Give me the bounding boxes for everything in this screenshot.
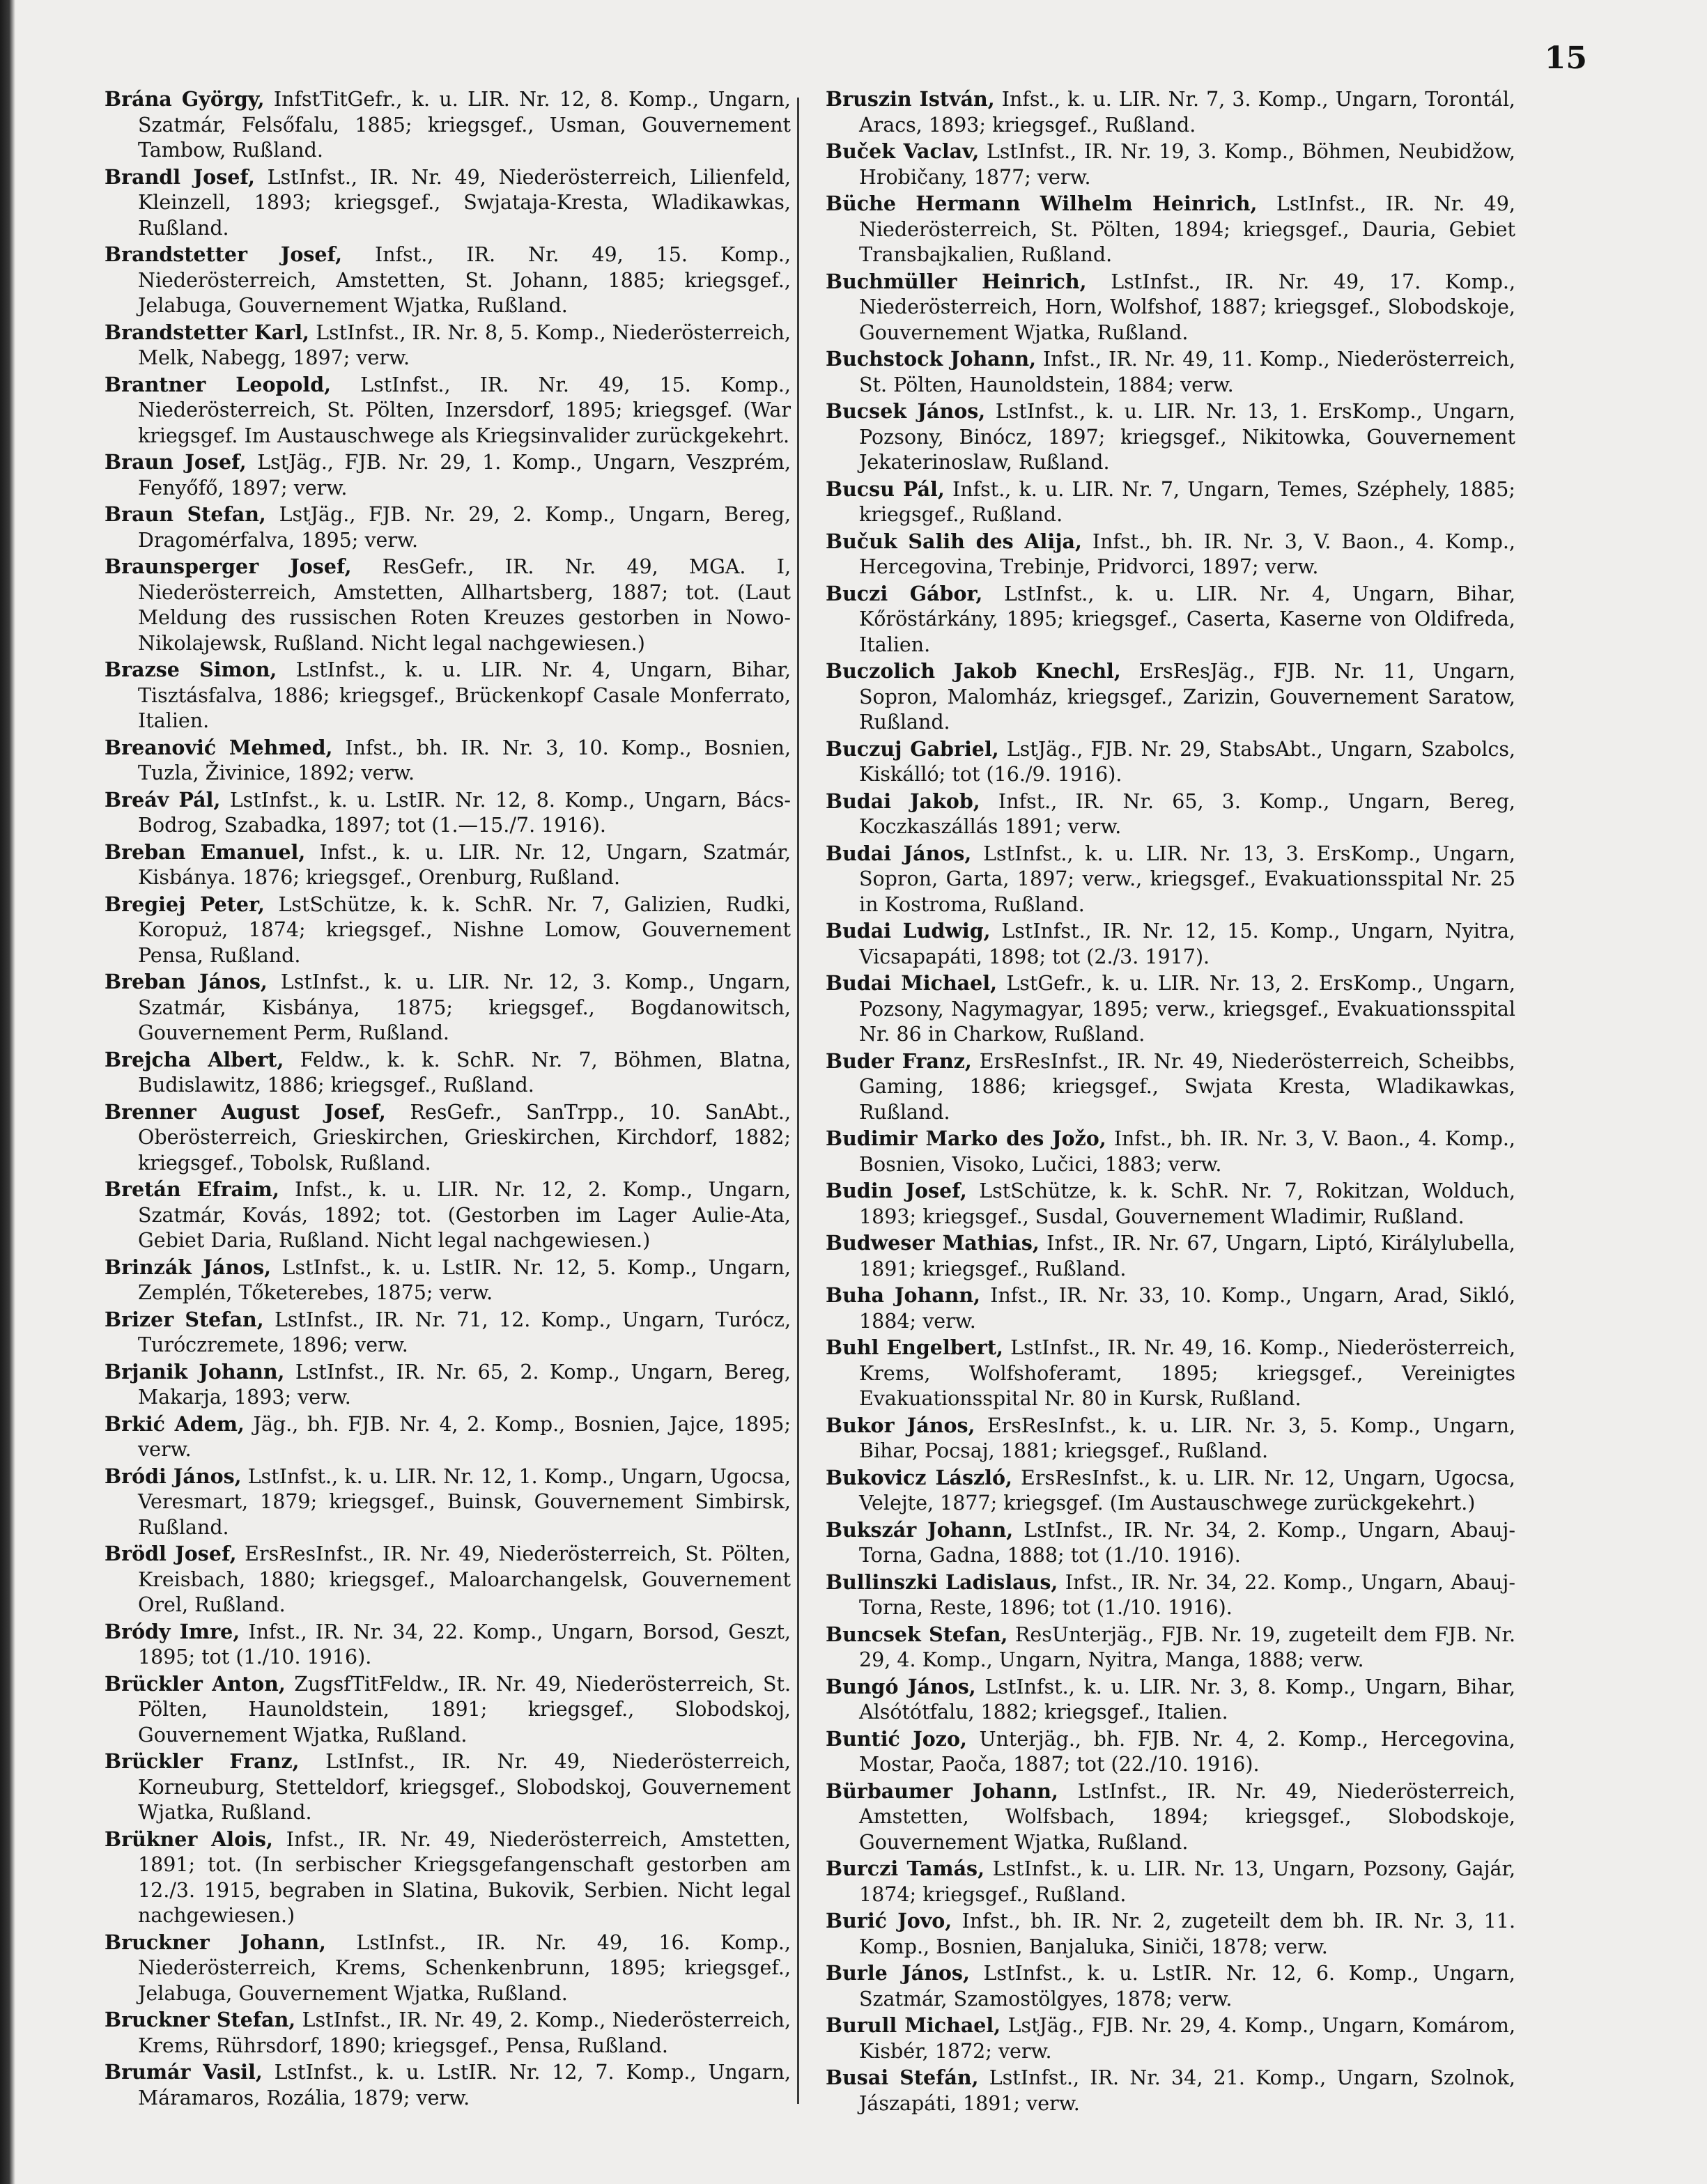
entry-details: Unterjäg., bh. FJB. Nr. 4, 2. Komp., Hercegovina, Mostar, Paoča, 1887; tot (22./10. 1916). [859,1727,1515,1776]
entry-details: InfstTitGefr., k. u. LIR. Nr. 12, 8. Komp., Ungarn, Szatmár, Felsőfalu, 1885; kriegsgef., Usman, Gouvernement Tambow, Rußland. [138,88,791,162]
register-entry [826,1856,1515,1907]
entry-name: Breban János, [105,970,268,993]
register-entry [826,581,1515,658]
entry-name: Budai Ludwig, [826,919,991,943]
entry-name: Budai János, [826,841,972,865]
entry-name: Brandl Josef, [105,164,255,189]
entry-details: LstInfst., IR. Nr. 49, Niederösterreich, Amstetten, Wolfsbach, 1894; kriegsgef., Slobodskoje, Gouvernement Wjatka, Rußland. [859,1779,1515,1854]
entry-details: Infst., IR. Nr. 34, 22. Komp., Ungarn, Borsod, Geszt, 1895; tot (1./10. 1916). [138,1620,791,1668]
entry-name: Breáv Pál, [105,787,221,812]
entry-details: ErsResInfst., IR. Nr. 49, Niederösterreich, St. Pölten, Kreisbach, 1880; kriegsgef., Maloarchangelsk, Gouvernement Orel, Rußland. [138,1542,791,1616]
entry-name: Bucsu Pál, [826,477,945,501]
register-entry [105,892,791,969]
entry-details: Infst., IR. Nr. 33, 10. Komp., Ungarn, Arad, Sikló, 1884; verw. [859,1284,1515,1333]
register-entry [826,841,1515,918]
entry-name: Brizer Stefan, [105,1307,264,1331]
register-entry [826,1570,1515,1621]
register-entry [105,1827,791,1929]
register-entry [826,529,1515,580]
entry-name: Buczuj Gabriel, [826,736,999,761]
entry-name: Budimir Marko des Jožo, [826,1126,1106,1150]
entry-details: LstInfst., k. u. LstIR. Nr. 12, 8. Komp., Ungarn, Bács-Bodrog, Szabadka, 1897; tot (1.—15./7. 1916). [138,788,791,837]
register-entry [826,1726,1515,1778]
entry-details: Infst., IR. Nr. 67, Ungarn, Liptó, Királylubella, 1891; kriegsgef., Rußland. [859,1232,1515,1280]
register-entry [826,970,1515,1048]
entry-details: LstSchütze, k. k. SchR. Nr. 7, Galizien, Rudki, Koropuż, 1874; kriegsgef., Nishne Lomow, Gouvernement Pensa, Rußland. [138,892,791,967]
entry-details: Infst., IR. Nr. 65, 3. Komp., Ungarn, Bereg, Koczkaszállás 1891; verw. [859,789,1515,838]
entry-details: LstGefr., k. u. LIR. Nr. 13, 2. ErsKomp., Ungarn, Pozsony, Nagymagyar, 1895; verw., kriegsgef., Evakuationsspital Nr. 86 in Charkow, Rußland. [859,972,1515,1046]
entry-details: LstJäg., FJB. Nr. 29, 1. Komp., Ungarn, Veszprém, Fenyőfő, 1897; verw. [138,451,791,499]
entry-details: Jäg., bh. FJB. Nr. 4, 2. Komp., Bosnien, Jajce, 1895; verw. [138,1412,791,1461]
entry-name: Bukszár Johann, [826,1517,1014,1542]
entry-details: LstSchütze, k. k. SchR. Nr. 7, Rokitzan, Wolduch, 1893; kriegsgef., Susdal, Gouvernement Wladimir, Rußland. [859,1179,1515,1228]
entry-name: Brödl Josef, [105,1542,237,1565]
register-entry [826,191,1515,268]
register-entry [105,1099,791,1177]
entry-name: Buncsek Stefan, [826,1622,1008,1646]
entry-name: Buchstock Johann, [826,347,1037,371]
register-entry [105,657,791,734]
entry-details: LstInfst., IR. Nr. 49, 2. Komp., Niederösterreich, Krems, Rührsdorf, 1890; kriegsgef., Pensa, Rußland. [138,2008,791,2057]
register-entry [105,1255,791,1306]
entry-name: Buha Johann, [826,1283,981,1307]
register-entry [826,398,1515,476]
entry-name: Brükner Alois, [105,1827,273,1851]
register-entry [105,787,791,839]
entry-name: Bródi János, [105,1464,242,1488]
register-entry [826,1465,1515,1517]
entry-details: LstInfst., k. u. LIR. Nr. 13, 1. ErsKomp., Ungarn, Pozsony, Binócz, 1897; kriegsgef., Nikitowka, Gouvernement Jekaterinoslaw, Rußland. [859,400,1515,474]
register-entry [105,1359,791,1411]
register-entry [105,1464,791,1541]
entry-name: Brinzák János, [105,1255,272,1279]
register-entry [105,1177,791,1254]
register-entry [105,1541,791,1618]
register-entry [105,164,791,242]
register-entry [105,449,791,501]
register-entry [826,1048,1515,1126]
entry-name: Burle János, [826,1961,970,1985]
register-entry [826,1413,1515,1464]
register-entry [826,86,1515,138]
register-entry [105,372,791,449]
entry-details: LstInfst., IR. Nr. 65, 2. Komp., Ungarn, Bereg, Makarja, 1893; verw. [138,1360,791,1409]
entry-name: Budin Josef, [826,1179,967,1202]
entry-name: Bródy Imre, [105,1619,240,1643]
entry-details: LstJäg., FJB. Nr. 29, 2. Komp., Ungarn, Bereg, Dragomérfalva, 1895; verw. [138,503,791,552]
entry-name: Breanović Mehmed, [105,735,333,759]
entry-details: Infst., bh. IR. Nr. 3, V. Baon., 4. Komp., Hercegovina, Trebinje, Pridvorci, 1897; verw. [859,529,1515,578]
left-column [105,86,791,2162]
entry-details: LstInfst., IR. Nr. 49, 15. Komp., Niederösterreich, St. Pölten, Inzersdorf, 1895; kriegsgef. (War kriegsgef. Im Austauschwege als Kriegsinvalider zurückgekehrt. [138,373,791,447]
page-number: 15 [1544,40,1587,76]
entry-name: Brandstetter Karl, [105,320,309,344]
entry-details: ResUnterjäg., FJB. Nr. 19, zugeteilt dem FJB. Nr. 29, 4. Komp., Ungarn, Nyitra, Manga, 1888; verw. [859,1622,1515,1671]
entry-name: Burczi Tamás, [826,1857,985,1880]
entry-name: Braun Josef, [105,450,247,474]
right-column [826,86,1515,2162]
entry-name: Braun Stefan, [105,502,266,526]
entry-name: Buczi Gábor, [826,581,983,605]
entry-details: LstInfst., IR. Nr. 49, 17. Komp., Niederösterreich, Horn, Wolfshof, 1887; kriegsgef., Slobodskoje, Gouvernement Wjatka, Rußland. [859,270,1515,344]
entry-name: Buchmüller Heinrich, [826,269,1087,293]
entry-name: Büche Hermann Wilhelm Heinrich, [826,192,1258,215]
register-entry [826,139,1515,190]
register-entry [105,1307,791,1358]
entry-name: Bretán Efraim, [105,1177,279,1201]
entry-name: Bullinszki Ladislaus, [826,1570,1058,1594]
register-entry [826,2013,1515,2064]
register-entry [826,2065,1515,2116]
entry-name: Breban Emanuel, [105,839,306,864]
entry-details: LstInfst., k. u. LIR. Nr. 4, Ungarn, Bihar, Tisztásfalva, 1886; kriegsgef., Brückenkopf Casale Monferrato, Italien. [138,658,791,732]
entry-details: Infst., bh. IR. Nr. 3, 10. Komp., Bosnien, Tuzla, Živinice, 1892; verw. [138,736,791,784]
register-entry [826,658,1515,736]
entry-details: LstInfst., IR. Nr. 49, 16. Komp., Niederösterreich, Krems, Schenkenbrunn, 1895; kriegsgef., Jelabuga, Gouvernement Wjatka, Rußland. [138,1930,791,2005]
register-entry [105,1047,791,1099]
entry-name: Braunsperger Josef, [105,555,352,578]
entry-details: LstInfst., k. u. LstIR. Nr. 12, 5. Komp., Ungarn, Zemplén, Tőketerebes, 1875; verw. [138,1255,791,1304]
register-entry [105,2059,791,2111]
register-entry [826,346,1515,398]
entry-details: Infst., IR. Nr. 34, 22. Komp., Ungarn, Abauj-Torna, Reste, 1896; tot (1./10. 1916). [859,1570,1515,1619]
register-entry [826,1126,1515,1177]
register-entry [826,1230,1515,1282]
entry-details: LstJäg., FJB. Nr. 29, 4. Komp., Ungarn, Komárom, Kisbér, 1872; verw. [859,2014,1515,2063]
entry-details: LstInfst., IR. Nr. 49, Niederösterreich, Lilienfeld, Kleinzell, 1893; kriegsgef., Swjataja-Kresta, Wladikawkas, Rußland. [138,165,791,240]
entry-details: LstInfst., IR. Nr. 49, 16. Komp., Niederösterreich, Krems, Wolfshoferamt, 1895; kriegsgef., Vereinigtes Evakuationsspital Nr. 80 in Kursk, Rußland. [859,1336,1515,1410]
entry-name: Buder Franz, [826,1048,972,1073]
entry-details: ErsResJäg., FJB. Nr. 11, Ungarn, Sopron, Malomház, kriegsgef., Zarizin, Gouvernement Saratow, Rußland. [859,660,1515,734]
entry-name: Budweser Mathias, [826,1231,1040,1255]
entry-details: Infst., bh. IR. Nr. 2, zugeteilt dem bh. IR. Nr. 3, 11. Komp., Bosnien, Banjaluka, Siniči, 1878; verw. [859,1910,1515,1958]
entry-name: Bukor János, [826,1413,975,1437]
entry-details: ZugsfTitFeldw., IR. Nr. 49, Niederösterreich, St. Pölten, Haunoldstein, 1891; kriegsgef., Slobodskoj, Gouvernement Wjatka, Rußland. [138,1672,791,1747]
entry-details: ResGefr., SanTrpp., 10. SanAbt., Oberösterreich, Grieskirchen, Grieskirchen, Kirchdorf, 1882; kriegsgef., Tobolsk, Rußland. [138,1100,791,1175]
entry-name: Brumár Vasil, [105,2060,263,2084]
register-entry [105,2007,791,2059]
register-entry [105,1749,791,1826]
register-entry [826,1622,1515,1673]
entry-name: Brenner August Josef, [105,1099,386,1124]
entry-name: Buczolich Jakob Knechl, [826,659,1121,683]
register-entry [826,1674,1515,1726]
entry-details: LstInfst., IR. Nr. 49, Niederösterreich, St. Pölten, 1894; kriegsgef., Dauria, Gebiet Transbajkalien, Rußland. [859,192,1515,266]
register-entry [826,918,1515,970]
entry-details: Infst., IR. Nr. 49, 15. Komp., Niederösterreich, Amstetten, St. Johann, 1885; kriegsgef., Jelabuga, Gouvernement Wjatka, Rußland. [138,243,791,317]
entry-details: Infst., k. u. LIR. Nr. 12, 2. Komp., Ungarn, Szatmár, Kovás, 1892; tot. (Gestorben im Lager Aulie-Ata, Gebiet Daria, Rußland. Nicht legal nachgewiesen.) [138,1178,791,1252]
entry-name: Busai Stefán, [826,2066,979,2089]
entry-name: Bruckner Stefan, [105,2008,296,2031]
register-entry [105,554,791,656]
entry-details: LstInfst., IR. Nr. 34, 2. Komp., Ungarn, Abauj-Torna, Gadna, 1888; tot (1./10. 1916). [859,1518,1515,1567]
entry-details: Infst., bh. IR. Nr. 3, V. Baon., 4. Komp., Bosnien, Visoko, Lučici, 1883; verw. [859,1127,1515,1176]
entry-details: LstInfst., IR. Nr. 8, 5. Komp., Niederösterreich, Melk, Nabegg, 1897; verw. [138,320,791,369]
entry-details: LstInfst., IR. Nr. 19, 3. Komp., Böhmen, Neubidžow, Hrobičany, 1877; verw. [859,140,1515,189]
entry-name: Bruszin István, [826,87,995,111]
register-entry [826,1779,1515,1856]
register-entry [105,502,791,553]
register-entry [826,1908,1515,1960]
entry-name: Brückler Anton, [105,1671,286,1696]
entry-name: Brazse Simon, [105,658,277,681]
entry-details: LstInfst., k. u. LIR. Nr. 13, Ungarn, Pozsony, Gajár, 1874; kriegsgef., Rußland. [859,1857,1515,1906]
entry-name: Brantner Leopold, [105,372,332,396]
entry-name: Budai Michael, [826,971,998,995]
entry-name: Brückler Franz, [105,1749,300,1773]
entry-details: LstInfst., IR. Nr. 34, 21. Komp., Ungarn, Szolnok, Jászapáti, 1891; verw. [859,2066,1515,2115]
entry-name: Budai Jakob, [826,789,980,813]
register-entry [826,1283,1515,1334]
register-entry [105,1930,791,2007]
entry-details: LstInfst., k. u. LIR. Nr. 13, 3. ErsKomp., Ungarn, Sopron, Garta, 1897; verw., kriegsgef., Evakuationsspital Nr. 25 in Kostroma, Rußland. [859,842,1515,916]
entry-details: ErsResInfst., k. u. LIR. Nr. 12, Ungarn, Ugocsa, Velejte, 1877; kriegsgef. (Im Austauschwege zurückgekehrt.) [859,1466,1515,1515]
entry-name: Buček Vaclav, [826,139,980,163]
entry-name: Brandstetter Josef, [105,242,343,266]
entry-details: LstInfst., IR. Nr. 12, 15. Komp., Ungarn, Nyitra, Vicsapapáti, 1898; tot (2./3. 1917). [859,920,1515,968]
register-entry [826,1960,1515,2012]
register-entry [105,969,791,1046]
register-entry [826,789,1515,840]
register-entry [826,269,1515,346]
entry-details: LstInfst., IR. Nr. 71, 12. Komp., Ungarn, Turócz, Turóczremete, 1896; verw. [138,1308,791,1356]
entry-name: Bruckner Johann, [105,1930,326,1954]
entry-details: ErsResInfst., k. u. LIR. Nr. 3, 5. Komp., Ungarn, Bihar, Pocsaj, 1881; kriegsgef., Rußland. [859,1414,1515,1462]
entry-name: Bukovicz László, [826,1465,1012,1489]
entry-details: ErsResInfst., IR. Nr. 49, Niederösterreich, Scheibbs, Gaming, 1886; kriegsgef., Swjata Kresta, Wladikawkas, Rußland. [859,1049,1515,1124]
entry-details: LstInfst., k. u. LIR. Nr. 4, Ungarn, Bihar, Kőröstárkány, 1895; kriegsgef., Caserta, Kaserne von Oldifreda, Italien. [859,582,1515,656]
entry-details: Infst., k. u. LIR. Nr. 7, 3. Komp., Ungarn, Torontál, Aracs, 1893; kriegsgef., Rußland. [859,88,1515,137]
entry-name: Bučuk Salih des Alija, [826,529,1082,553]
entry-name: Bucsek János, [826,399,986,423]
entry-name: Brána György, [105,87,265,111]
register-entry [105,1619,791,1671]
register-entry [105,86,791,164]
entry-details: LstInfst., k. u. LstIR. Nr. 12, 6. Komp., Ungarn, Szatmár, Szamostölgyes, 1878; verw. [859,1962,1515,2011]
register-entry [105,735,791,787]
entry-details: Infst., IR. Nr. 49, Niederösterreich, Amstetten, 1891; tot. (In serbischer Kriegsgefangenschaft gestorben am 12./3. 1915, begraben in Slatina, Bukovik, Serbien. Nicht legal nachgewiesen.) [138,1827,791,1927]
entry-details: Infst., k. u. LIR. Nr. 7, Ungarn, Temes, Széphely, 1885; kriegsgef., Rußland. [859,477,1515,526]
register-entry [826,477,1515,528]
register-entry [105,1671,791,1749]
register-entry [826,736,1515,788]
entry-name: Buntić Jozo, [826,1726,967,1751]
register-entry [826,1517,1515,1569]
entry-name: Brejcha Albert, [105,1047,284,1071]
entry-name: Burull Michael, [826,2013,1001,2037]
register-entry [105,839,791,891]
register-entry [826,1178,1515,1230]
entry-details: LstInfst., k. u. LIR. Nr. 3, 8. Komp., Ungarn, Bihar, Alsótótfalu, 1882; kriegsgef., Italien. [859,1675,1515,1724]
entry-name: Brjanik Johann, [105,1359,285,1384]
entry-name: Bürbaumer Johann, [826,1779,1058,1803]
entry-details: LstInfst., IR. Nr. 49, Niederösterreich, Korneuburg, Stetteldorf, kriegsgef., Slobodskoj, Gouvernement Wjatka, Rußland. [138,1750,791,1824]
register-entry [105,320,791,371]
register-entry [105,242,791,319]
entry-details: ResGefr., IR. Nr. 49, MGA. I, Niederösterreich, Amstetten, Allhartsberg, 1887; tot. (Laut Meldung des russischen Roten Kreuzes gestorben in Nowo-Nikolajewsk, Rußland. Nicht legal nachgewiesen.) [138,555,791,655]
entry-details: LstInfst., k. u. LIR. Nr. 12, 3. Komp., Ungarn, Szatmár, Kisbánya, 1875; kriegsgef., Bogdanowitsch, Gouvernement Perm, Rußland. [138,970,791,1044]
entry-name: Buhl Engelbert, [826,1335,1003,1359]
entry-details: Feldw., k. k. SchR. Nr. 7, Böhmen, Blatna, Budislawitz, 1886; kriegsgef., Rußland. [138,1048,791,1097]
entry-name: Burić Jovo, [826,1909,952,1933]
page-edge-shadow [0,0,15,2184]
entry-details: Infst., IR. Nr. 49, 11. Komp., Niederösterreich, St. Pölten, Haunoldstein, 1884; verw. [859,348,1515,396]
entry-details: LstInfst., k. u. LIR. Nr. 12, 1. Komp., Ungarn, Ugocsa, Veresmart, 1879; kriegsgef., Buinsk, Gouvernement Simbirsk, Rußland. [138,1464,791,1539]
entry-name: Bregiej Peter, [105,892,265,916]
register-entry [826,1335,1515,1412]
entry-name: Brkić Adem, [105,1411,245,1436]
entry-details: Infst., k. u. LIR. Nr. 12, Ungarn, Szatmár, Kisbánya. 1876; kriegsgef., Orenburg, Rußland. [138,840,791,889]
entry-details: LstJäg., FJB. Nr. 29, StabsAbt., Ungarn, Szabolcs, Kiskálló; tot (16./9. 1916). [859,737,1515,786]
column-divider [797,98,799,2104]
register-entry [105,1411,791,1463]
entry-details: LstInfst., k. u. LstIR. Nr. 12, 7. Komp., Ungarn, Máramaros, Rozália, 1879; verw. [138,2061,791,2109]
entry-name: Bungó János, [826,1674,976,1698]
